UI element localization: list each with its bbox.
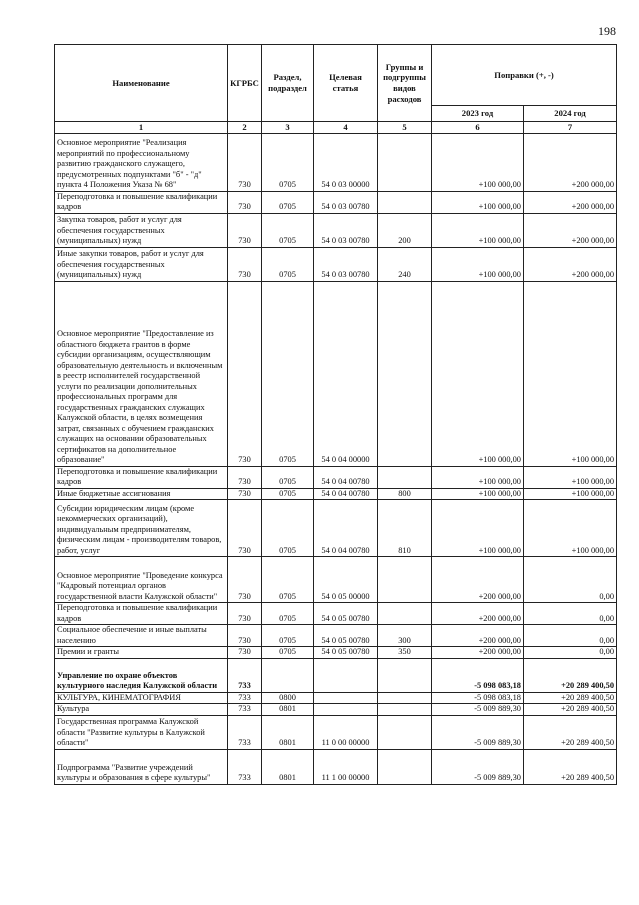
row-2023-amount-cell: +200 000,00 — [432, 557, 524, 603]
row-section-cell: 0705 — [262, 488, 314, 500]
row-name-cell: Переподготовка и повышение квалификации кадров — [55, 191, 228, 213]
table-body — [55, 133, 617, 784]
row-group-cell: 300 — [378, 625, 432, 647]
row-section-cell: 0705 — [262, 281, 314, 466]
row-group-cell: 800 — [378, 488, 432, 500]
table-row — [55, 213, 617, 247]
row-name-cell: Основное мероприятие "Реализация мероприятий по профессиональному развитию гражданского служащего, предусмотренных подпунктами "б" - "д" пункта 4 Положения Указа № 68" — [55, 133, 228, 191]
row-target-cell: 11 1 00 00000 — [314, 749, 378, 784]
table-row — [55, 692, 617, 704]
row-target-cell: 54 0 04 00780 — [314, 488, 378, 500]
row-2024-amount-cell: 0,00 — [524, 647, 617, 659]
row-target-cell: 54 0 05 00780 — [314, 647, 378, 659]
row-group-cell: 240 — [378, 247, 432, 281]
table-row — [55, 557, 617, 603]
row-kgrbs-cell: 730 — [228, 488, 262, 500]
table-row — [55, 647, 617, 659]
row-group-cell — [378, 281, 432, 466]
row-kgrbs-cell: 733 — [228, 704, 262, 716]
table-row — [55, 715, 617, 749]
row-2024-amount-cell: +100 000,00 — [524, 466, 617, 488]
row-kgrbs-cell: 733 — [228, 658, 262, 692]
row-section-cell: 0801 — [262, 704, 314, 716]
row-2023-amount-cell: -5 009 889,30 — [432, 749, 524, 784]
row-2023-amount-cell: +100 000,00 — [432, 191, 524, 213]
row-kgrbs-cell: 730 — [228, 213, 262, 247]
row-kgrbs-cell: 730 — [228, 603, 262, 625]
table-row — [55, 466, 617, 488]
row-group-cell — [378, 466, 432, 488]
row-section-cell: 0705 — [262, 247, 314, 281]
row-2023-amount-cell: -5 009 889,30 — [432, 704, 524, 716]
row-group-cell — [378, 715, 432, 749]
column-numbers-row — [55, 122, 617, 134]
row-2024-amount-cell: +20 289 400,50 — [524, 658, 617, 692]
row-2023-amount-cell: +100 000,00 — [432, 488, 524, 500]
row-section-cell: 0705 — [262, 625, 314, 647]
row-target-cell: 54 0 05 00780 — [314, 625, 378, 647]
row-2023-amount-cell: -5 098 083,18 — [432, 658, 524, 692]
row-group-cell: 350 — [378, 647, 432, 659]
table-row — [55, 191, 617, 213]
row-name-cell: Социальное обеспечение и иные выплаты населению — [55, 625, 228, 647]
row-target-cell: 54 0 03 00780 — [314, 213, 378, 247]
row-kgrbs-cell: 733 — [228, 749, 262, 784]
table-row — [55, 488, 617, 500]
column-number: 3 — [262, 122, 314, 134]
row-name-cell: Иные бюджетные ассигнования — [55, 488, 228, 500]
row-kgrbs-cell: 730 — [228, 500, 262, 557]
row-name-cell: Закупка товаров, работ и услуг для обеспечения государственных (муниципальных) нужд — [55, 213, 228, 247]
row-2024-amount-cell: +20 289 400,50 — [524, 692, 617, 704]
row-2024-amount-cell: +200 000,00 — [524, 247, 617, 281]
row-section-cell: 0705 — [262, 213, 314, 247]
row-2023-amount-cell: +100 000,00 — [432, 247, 524, 281]
table-row — [55, 704, 617, 716]
row-2024-amount-cell: +100 000,00 — [524, 488, 617, 500]
row-section-cell: 0705 — [262, 191, 314, 213]
header-section: Раздел, подраздел — [262, 45, 314, 122]
row-name-cell: Основное мероприятие "Предоставление из областного бюджета грантов в форме субсидии организациям, осуществляющим образовательную деятельность и включенным в реестр исполнителей государственной услуги по реализации дополнительных профессиональных программ для государственных гражданских служащих Калужской области, в целях возмещения затрат, связанных с обучением гражданских служащих на основании образовательных сертификатов на дополнительное образование" — [55, 281, 228, 466]
row-target-cell — [314, 692, 378, 704]
row-target-cell — [314, 658, 378, 692]
row-target-cell: 54 0 03 00000 — [314, 133, 378, 191]
row-target-cell: 54 0 04 00780 — [314, 466, 378, 488]
table-row — [55, 500, 617, 557]
row-kgrbs-cell: 730 — [228, 647, 262, 659]
row-kgrbs-cell: 733 — [228, 692, 262, 704]
row-2023-amount-cell: +200 000,00 — [432, 625, 524, 647]
header-year-2023: 2023 год — [432, 106, 524, 122]
row-2023-amount-cell: +100 000,00 — [432, 133, 524, 191]
column-number: 2 — [228, 122, 262, 134]
row-kgrbs-cell: 730 — [228, 247, 262, 281]
row-group-cell — [378, 191, 432, 213]
row-group-cell: 200 — [378, 213, 432, 247]
column-number: 1 — [55, 122, 228, 134]
row-group-cell — [378, 603, 432, 625]
row-2023-amount-cell: +100 000,00 — [432, 500, 524, 557]
table-row — [55, 247, 617, 281]
column-number: 4 — [314, 122, 378, 134]
row-2024-amount-cell: +100 000,00 — [524, 281, 617, 466]
header-year-2024: 2024 год — [524, 106, 617, 122]
row-group-cell — [378, 557, 432, 603]
row-name-cell: Премии и гранты — [55, 647, 228, 659]
row-target-cell: 54 0 04 00000 — [314, 281, 378, 466]
row-group-cell — [378, 704, 432, 716]
column-number: 5 — [378, 122, 432, 134]
row-2023-amount-cell: +200 000,00 — [432, 647, 524, 659]
table-row — [55, 625, 617, 647]
row-name-cell: Государственная программа Калужской области "Развитие культуры в Калужской области" — [55, 715, 228, 749]
row-section-cell: 0800 — [262, 692, 314, 704]
row-2023-amount-cell: +200 000,00 — [432, 603, 524, 625]
row-section-cell: 0705 — [262, 557, 314, 603]
row-target-cell — [314, 704, 378, 716]
row-2024-amount-cell: +20 289 400,50 — [524, 704, 617, 716]
row-name-cell: Культура — [55, 704, 228, 716]
row-target-cell: 54 0 04 00780 — [314, 500, 378, 557]
row-2024-amount-cell: +100 000,00 — [524, 500, 617, 557]
row-2024-amount-cell: 0,00 — [524, 603, 617, 625]
row-section-cell: 0801 — [262, 749, 314, 784]
row-2023-amount-cell: +100 000,00 — [432, 213, 524, 247]
row-2024-amount-cell: +20 289 400,50 — [524, 715, 617, 749]
table-row — [55, 603, 617, 625]
row-2023-amount-cell: -5 098 083,18 — [432, 692, 524, 704]
row-target-cell: 54 0 03 00780 — [314, 191, 378, 213]
row-section-cell: 0705 — [262, 603, 314, 625]
table-row — [55, 658, 617, 692]
row-2024-amount-cell: +20 289 400,50 — [524, 749, 617, 784]
row-name-cell: Субсидии юридическим лицам (кроме некоммерческих организаций), индивидуальным предпринимателям, физическим лицам - производителям товаров, работ, услуг — [55, 500, 228, 557]
column-number: 6 — [432, 122, 524, 134]
row-name-cell: Подпрограмма "Развитие учреждений культуры и образования в сфере культуры" — [55, 749, 228, 784]
row-name-cell: Переподготовка и повышение квалификации кадров — [55, 603, 228, 625]
row-name-cell: Иные закупки товаров, работ и услуг для обеспечения государственных (муниципальных) нужд — [55, 247, 228, 281]
header-name: Наименование — [55, 45, 228, 122]
row-group-cell: 810 — [378, 500, 432, 557]
row-kgrbs-cell: 730 — [228, 557, 262, 603]
header-kgrbs: КГРБС — [228, 45, 262, 122]
table-row — [55, 281, 617, 466]
row-name-cell: КУЛЬТУРА, КИНЕМАТОГРАФИЯ — [55, 692, 228, 704]
page-number: 198 — [598, 24, 616, 38]
row-2023-amount-cell: +100 000,00 — [432, 281, 524, 466]
row-kgrbs-cell: 730 — [228, 133, 262, 191]
row-2024-amount-cell: +200 000,00 — [524, 213, 617, 247]
row-kgrbs-cell: 730 — [228, 281, 262, 466]
row-name-cell: Основное мероприятие "Проведение конкурса "Кадровый потенциал органов государственной власти Калужской области" — [55, 557, 228, 603]
row-section-cell: 0705 — [262, 647, 314, 659]
row-group-cell — [378, 749, 432, 784]
row-target-cell: 54 0 05 00780 — [314, 603, 378, 625]
row-2023-amount-cell: +100 000,00 — [432, 466, 524, 488]
row-section-cell: 0801 — [262, 715, 314, 749]
row-section-cell — [262, 658, 314, 692]
header-amendments: Поправки (+, -) — [432, 45, 617, 106]
budget-table — [54, 44, 617, 785]
row-name-cell: Переподготовка и повышение квалификации кадров — [55, 466, 228, 488]
row-kgrbs-cell: 730 — [228, 625, 262, 647]
row-kgrbs-cell: 730 — [228, 466, 262, 488]
table-row — [55, 749, 617, 784]
column-number: 7 — [524, 122, 617, 134]
header-groups: Группы и подгруппы видов расходов — [378, 45, 432, 122]
row-target-cell: 11 0 00 00000 — [314, 715, 378, 749]
row-group-cell — [378, 133, 432, 191]
header-target: Целевая статья — [314, 45, 378, 122]
row-section-cell: 0705 — [262, 466, 314, 488]
row-2024-amount-cell: 0,00 — [524, 557, 617, 603]
row-target-cell: 54 0 03 00780 — [314, 247, 378, 281]
row-group-cell — [378, 692, 432, 704]
table-row — [55, 133, 617, 191]
row-2024-amount-cell: +200 000,00 — [524, 191, 617, 213]
row-kgrbs-cell: 733 — [228, 715, 262, 749]
row-2024-amount-cell: +200 000,00 — [524, 133, 617, 191]
row-target-cell: 54 0 05 00000 — [314, 557, 378, 603]
row-section-cell: 0705 — [262, 500, 314, 557]
row-name-cell: Управление по охране объектов культурного наследия Калужской области — [55, 658, 228, 692]
row-kgrbs-cell: 730 — [228, 191, 262, 213]
row-section-cell: 0705 — [262, 133, 314, 191]
row-2023-amount-cell: -5 009 889,30 — [432, 715, 524, 749]
row-2024-amount-cell: 0,00 — [524, 625, 617, 647]
row-group-cell — [378, 658, 432, 692]
